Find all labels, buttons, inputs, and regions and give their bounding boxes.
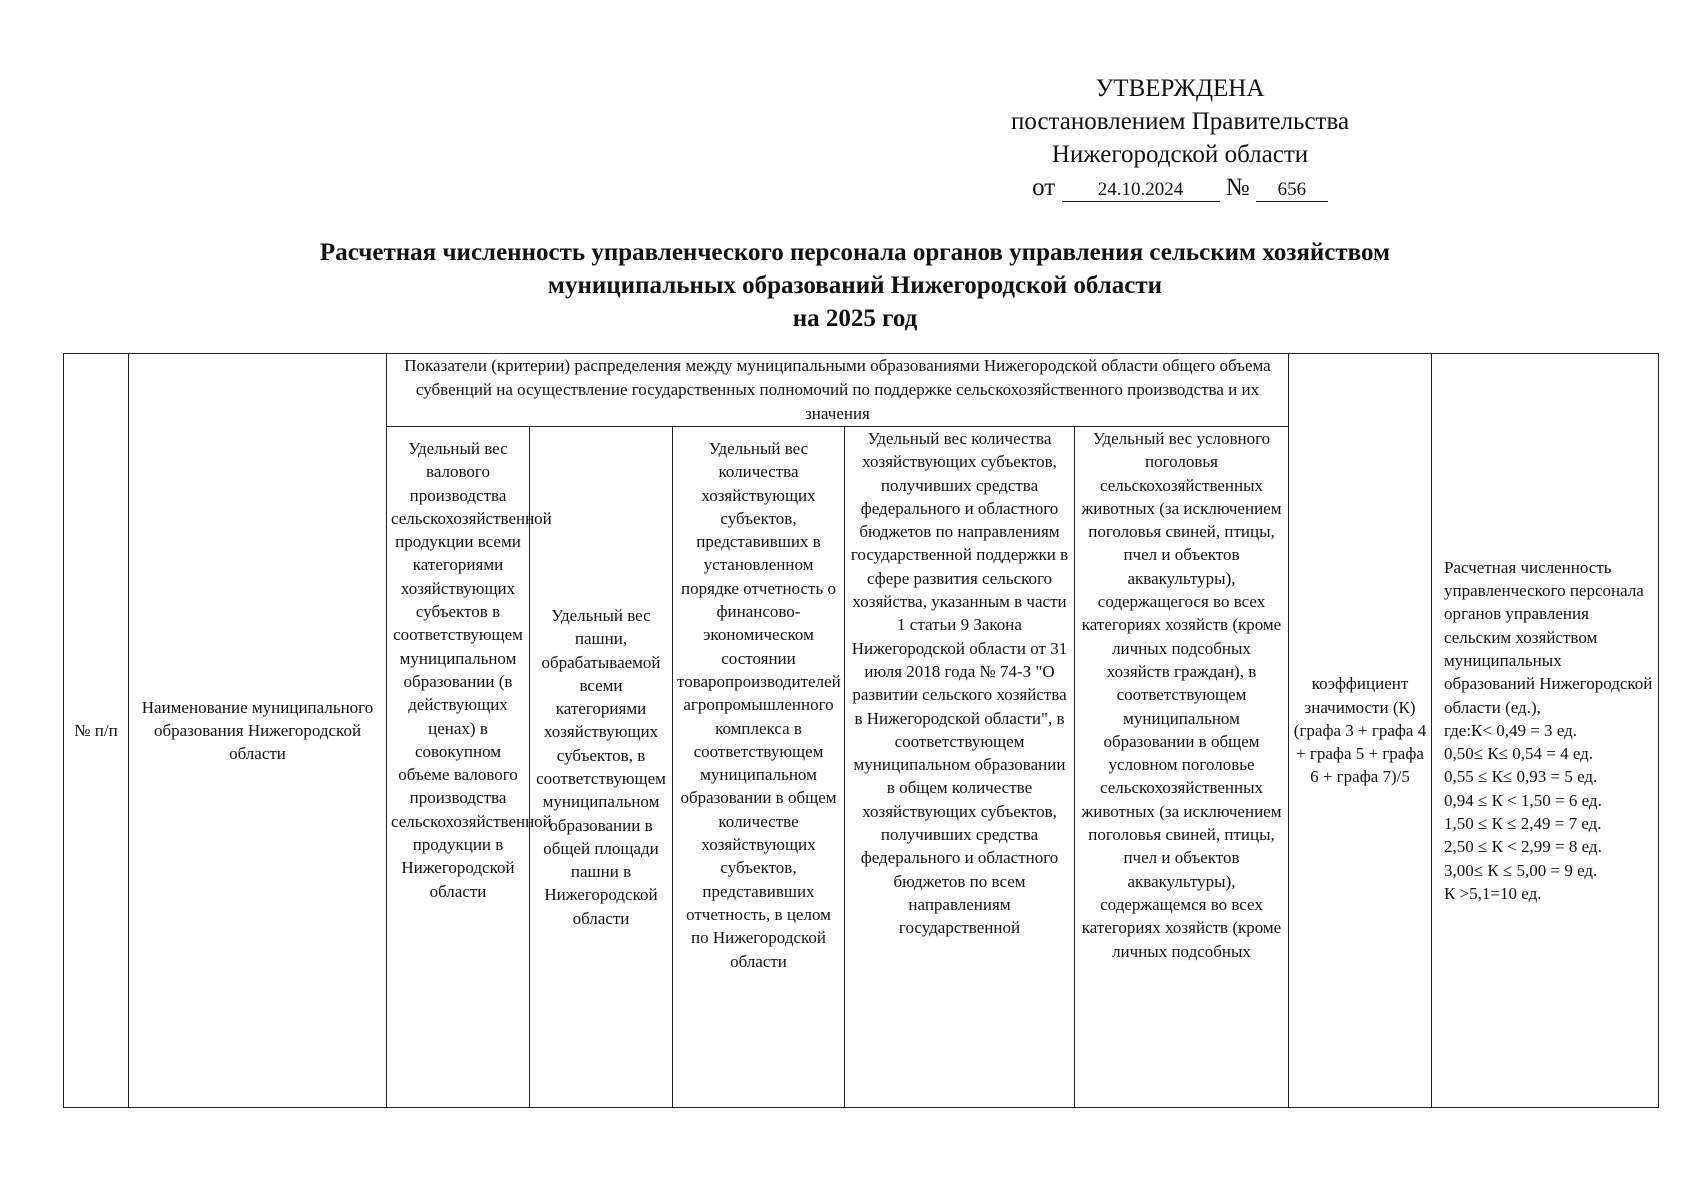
scale-line-7: 3,00≤ К ≤ 5,00 = 9 ед.: [1444, 860, 1598, 880]
from-label: от: [1032, 174, 1056, 201]
scale-line-5: 1,50 ≤ К ≤ 2,49 = 7 ед.: [1444, 814, 1602, 834]
approval-number: 656: [1256, 179, 1328, 202]
title-line-1: Расчетная численность управленческого персонала органов управления сельским хозяйством: [319, 239, 1391, 266]
approval-date: 24.10.2024: [1062, 179, 1220, 202]
result-header: Расчетная численность управленческого персонала органов управления сельским хозяйством муниципальных образований Нижегородской области (ед.), где:К< 0,49 = 3 ед. 0,50≤ К≤ 0,54 = 4 ед. 0,55 ≤ К≤ 0,93 = 5 ед. 0,94 ≤ К < 1,50 = 6 ед. 1,50 ≤ К ≤ 2,49 = 7 ед. 2,50 ≤ К < 2,99 = 8 ед. 3,00≤ К ≤ 5,00 = 9 ед. К >5,1=10 ед.: [1432, 354, 1659, 1108]
scale-line-4: 0,94 ≤ К < 1,50 = 6 ед.: [1444, 790, 1602, 810]
col-name-header: Наименование муниципального образования Нижегородской области: [129, 354, 387, 1108]
approval-block: [960, 72, 1400, 204]
scale-line-3: 0,55 ≤ К≤ 0,93 = 5 ед.: [1444, 767, 1598, 787]
approval-title: УТВЕРЖДЕНА: [1095, 75, 1265, 102]
scale-line-8: К >5,1=10 ед.: [1444, 883, 1542, 903]
scale-line-6: 2,50 ≤ К < 2,99 = 8 ед.: [1444, 837, 1602, 857]
criterion-2-header: Удельный вес пашни, обрабатываемой всеми категориями хозяйствующих субъектов, в соответствующем муниципальном образовании в общей площади пашни в Нижегородской области: [530, 427, 673, 1108]
criterion-4-header: Удельный вес количества хозяйствующих субъектов, получивших средства федерального и областного бюджетов по направлениям государственной поддержки в сфере развития сельского хозяйства, указанным в части 1 статьи 9 Закона Нижегородской области от 31 июля 2018 года № 74-З "О развитии сельского хозяйства в Нижегородской области", в соответствующем муниципальном образовании в общем количестве хозяйствующих субъектов, получивших средства федерального и областного бюджетов по всем направлениям государственной: [845, 427, 1075, 1108]
header-row-1: [64, 354, 1659, 427]
scale-line-2: 0,50≤ К≤ 0,54 = 4 ед.: [1444, 744, 1594, 764]
col-number-header: № п/п: [64, 354, 129, 1108]
criterion-5-header: Удельный вес условного поголовья сельскохозяйственных животных (за исключением поголовья свиней, птицы, пчел и объектов аквакультуры), содержащегося во всех категориях хозяйств (кроме личных подсобных хозяйств граждан), в соответствующем муниципальном образовании в общем условном поголовье сельскохозяйственных животных (за исключением поголовья свиней, птицы, пчел и объектов аквакультуры), содержащемся во всех категориях хозяйств (кроме личных подсобных: [1075, 427, 1289, 1108]
scale-line-1: где:К< 0,49 = 3 ед.: [1444, 720, 1578, 740]
approval-date-line: [960, 171, 1400, 204]
criteria-header: Показатели (критерии) распределения между муниципальными образованиями Нижегородской области общего объема субвенций на осуществление государственных полномочий по поддержке сельскохозяйственного производства и их значения: [387, 354, 1289, 427]
personnel-table: [63, 353, 1659, 1108]
approval-decree: постановлением Правительства: [1010, 108, 1350, 135]
title-line-3: на 2025 год: [792, 305, 918, 332]
coefficient-header: коэффициент значимости (К) (графа 3 + графа 4 + графа 5 + графа 6 + графа 7)/5: [1289, 354, 1432, 1108]
title-line-2: муниципальных образований Нижегородской области: [547, 272, 1163, 299]
number-label: №: [1225, 174, 1250, 201]
document-title: [160, 236, 1550, 335]
approval-region: Нижегородской области: [1051, 141, 1309, 168]
criterion-3-header: Удельный вес количества хозяйствующих субъектов, представивших в установленном порядке отчетность о финансово-экономическом состоянии товаропроизводителей агропромышленного комплекса в соответствующем муниципальном образовании в общем количестве хозяйствующих субъектов, представивших отчетность, в целом по Нижегородской области: [673, 427, 845, 1108]
criterion-1-header: Удельный вес валового производства сельскохозяйственной продукции всеми категориями хозяйствующих субъектов в соответствующем муниципальном образовании (в действующих ценах) в совокупном объеме валового производства сельскохозяйственной продукции в Нижегородской области: [387, 427, 530, 1108]
